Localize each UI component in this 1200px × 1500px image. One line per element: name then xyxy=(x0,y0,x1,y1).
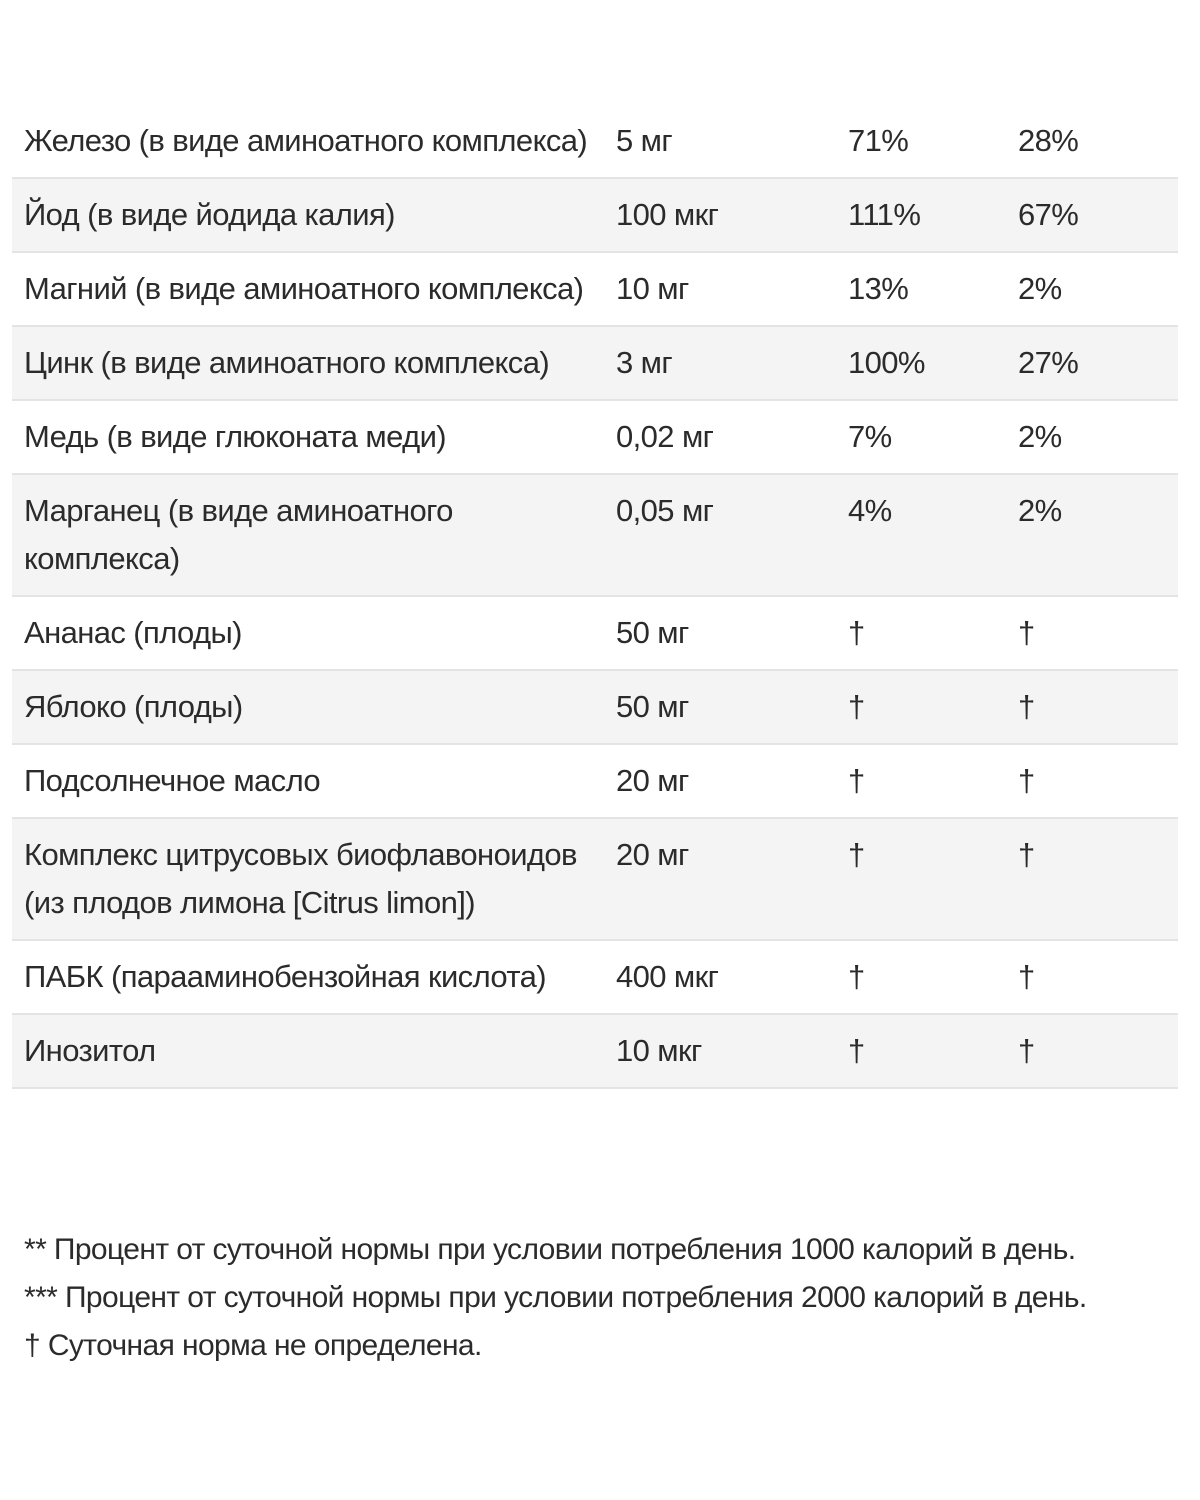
daily-value-2000: 67% xyxy=(1018,178,1178,252)
daily-value-2000: † xyxy=(1018,670,1178,744)
daily-value-1000: † xyxy=(848,744,1018,818)
ingredient-amount: 3 мг xyxy=(616,326,848,400)
ingredient-name: Магний (в виде аминоатного комплекса) xyxy=(12,252,616,326)
daily-value-2000: † xyxy=(1018,940,1178,1014)
footnotes xyxy=(24,1226,1184,1370)
ingredient-name: ПАБК (парааминобензойная кислота) xyxy=(12,940,616,1014)
ingredient-amount: 10 мг xyxy=(616,252,848,326)
ingredient-name: Йод (в виде йодида калия) xyxy=(12,178,616,252)
footnote-2000-calories: *** Процент от суточной нормы при условии потребления 2000 калорий в день. xyxy=(24,1281,1087,1314)
daily-value-1000: † xyxy=(848,940,1018,1014)
table-row xyxy=(12,400,1178,474)
daily-value-1000: 111% xyxy=(848,178,1018,252)
daily-value-1000: † xyxy=(848,596,1018,670)
ingredient-amount: 100 мкг xyxy=(616,178,848,252)
ingredient-name: Яблоко (плоды) xyxy=(12,670,616,744)
daily-value-1000: † xyxy=(848,818,1018,940)
daily-value-2000: † xyxy=(1018,818,1178,940)
table-row xyxy=(12,596,1178,670)
ingredient-name: Инозитол xyxy=(12,1014,616,1088)
table-row xyxy=(12,670,1178,744)
daily-value-2000: 2% xyxy=(1018,252,1178,326)
ingredient-name: Комплекс цитрусовых биофлавоноидов (из плодов лимона [Citrus limon]) xyxy=(12,818,616,940)
ingredient-amount: 50 мг xyxy=(616,596,848,670)
footnote-1000-calories: ** Процент от суточной нормы при условии потребления 1000 калорий в день. xyxy=(24,1233,1076,1266)
daily-value-1000: 71% xyxy=(848,105,1018,178)
daily-value-2000: 27% xyxy=(1018,326,1178,400)
ingredient-amount: 0,02 мг xyxy=(616,400,848,474)
daily-value-1000: † xyxy=(848,670,1018,744)
table-row xyxy=(12,1014,1178,1088)
ingredient-amount: 0,05 мг xyxy=(616,474,848,596)
daily-value-1000: † xyxy=(848,1014,1018,1088)
daily-value-2000: 2% xyxy=(1018,400,1178,474)
daily-value-1000: 13% xyxy=(848,252,1018,326)
ingredient-amount: 5 мг xyxy=(616,105,848,178)
ingredient-amount: 20 мг xyxy=(616,818,848,940)
table-row xyxy=(12,940,1178,1014)
daily-value-1000: 4% xyxy=(848,474,1018,596)
ingredient-name: Медь (в виде глюконата меди) xyxy=(12,400,616,474)
supplement-facts-table xyxy=(12,105,1178,1089)
ingredient-name: Ананас (плоды) xyxy=(12,596,616,670)
ingredient-amount: 50 мг xyxy=(616,670,848,744)
daily-value-1000: 100% xyxy=(848,326,1018,400)
daily-value-2000: 28% xyxy=(1018,105,1178,178)
table-row xyxy=(12,178,1178,252)
daily-value-2000: † xyxy=(1018,1014,1178,1088)
table-row xyxy=(12,252,1178,326)
daily-value-2000: † xyxy=(1018,596,1178,670)
ingredient-name: Цинк (в виде аминоатного комплекса) xyxy=(12,326,616,400)
ingredient-name: Железо (в виде аминоатного комплекса) xyxy=(12,105,616,178)
daily-value-2000: † xyxy=(1018,744,1178,818)
table-row xyxy=(12,326,1178,400)
ingredient-amount: 10 мкг xyxy=(616,1014,848,1088)
footnote-dagger: † Суточная норма не определена. xyxy=(24,1329,482,1362)
ingredient-amount: 20 мг xyxy=(616,744,848,818)
daily-value-2000: 2% xyxy=(1018,474,1178,596)
table-row xyxy=(12,105,1178,178)
table-row xyxy=(12,474,1178,596)
ingredient-amount: 400 мкг xyxy=(616,940,848,1014)
ingredient-name: Марганец (в виде аминоатного комплекса) xyxy=(12,474,616,596)
ingredient-name: Подсолнечное масло xyxy=(12,744,616,818)
table-row xyxy=(12,744,1178,818)
daily-value-1000: 7% xyxy=(848,400,1018,474)
table-row xyxy=(12,818,1178,940)
